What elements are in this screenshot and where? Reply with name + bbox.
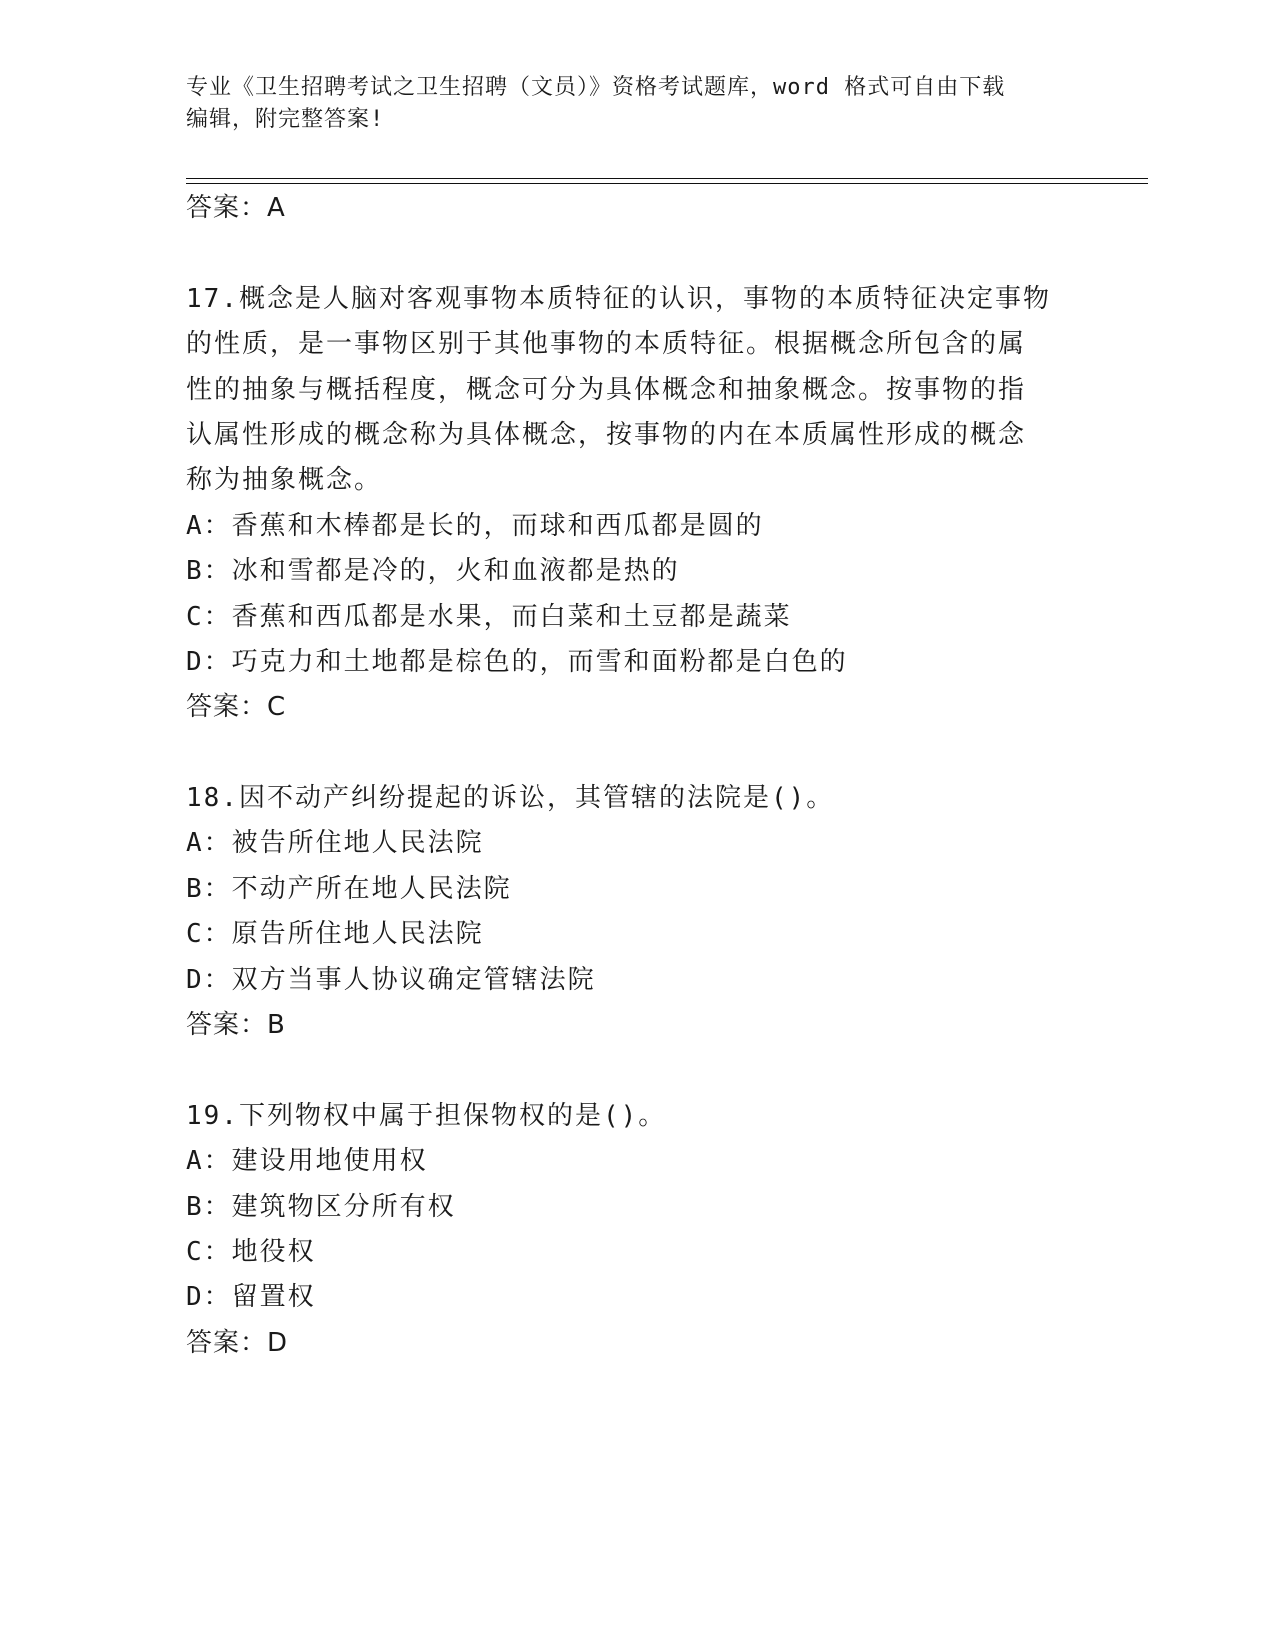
- option-a: A：香蕉和木棒都是长的，而球和西瓜都是圆的: [186, 510, 764, 541]
- option-a: A：建设用地使用权: [186, 1146, 428, 1177]
- spacer: [186, 731, 1086, 776]
- answer-line: 答案：B: [186, 1010, 286, 1041]
- option-d: D：巧克力和土地都是棕色的，而雪和面粉都是白色的: [186, 646, 848, 677]
- question-stem-line: 认属性形成的概念称为具体概念，按事物的内在本质属性形成的概念: [186, 419, 1027, 450]
- option-a: A：被告所住地人民法院: [186, 828, 484, 859]
- answer-line: 答案：D: [186, 1327, 289, 1358]
- answer-line: 答案：A: [186, 193, 286, 223]
- option-b: B：冰和雪都是冷的，火和血液都是热的: [186, 556, 680, 587]
- option-b: B：不动产所在地人民法院: [186, 873, 512, 904]
- option-c: C：地役权: [186, 1236, 316, 1267]
- document-body: [186, 186, 1086, 1366]
- option-d: D：双方当事人协议确定管辖法院: [186, 964, 596, 995]
- option-b: B：建筑物区分所有权: [186, 1191, 456, 1222]
- question-block: [186, 1094, 1086, 1366]
- question-stem-line: 19.下列物权中属于担保物权的是()。: [186, 1100, 667, 1131]
- option-c: C：原告所住地人民法院: [186, 919, 484, 950]
- question-block: [186, 277, 1086, 731]
- spacer: [186, 231, 1086, 276]
- header-line-1: 专业《卫生招聘考试之卫生招聘（文员）》资格考试题库，word 格式可自由下载: [186, 75, 1006, 100]
- question-stem-line: 的性质，是一事物区别于其他事物的本质特征。根据概念所包含的属: [186, 329, 1027, 360]
- option-c: C：香蕉和西瓜都是水果，而白菜和土豆都是蔬菜: [186, 601, 792, 632]
- document-header: [186, 72, 1066, 136]
- question-stem-line: 性的抽象与概括程度，概念可分为具体概念和抽象概念。按事物的指: [186, 374, 1027, 405]
- spacer: [186, 1048, 1086, 1093]
- header-line-2: 编辑，附完整答案!: [186, 107, 385, 132]
- question-stem-line: 18.因不动产纠纷提起的诉讼，其管辖的法院是()。: [186, 783, 835, 814]
- answer-line: 答案：C: [186, 692, 287, 723]
- question-stem-line: 称为抽象概念。: [186, 465, 383, 496]
- question-block: [186, 776, 1086, 1048]
- question-stem-line: 17.概念是人脑对客观事物本质特征的认识，事物的本质特征决定事物: [186, 283, 1051, 314]
- header-divider-bottom: [186, 183, 1148, 184]
- header-divider-top: [186, 178, 1148, 179]
- option-d: D：留置权: [186, 1282, 316, 1313]
